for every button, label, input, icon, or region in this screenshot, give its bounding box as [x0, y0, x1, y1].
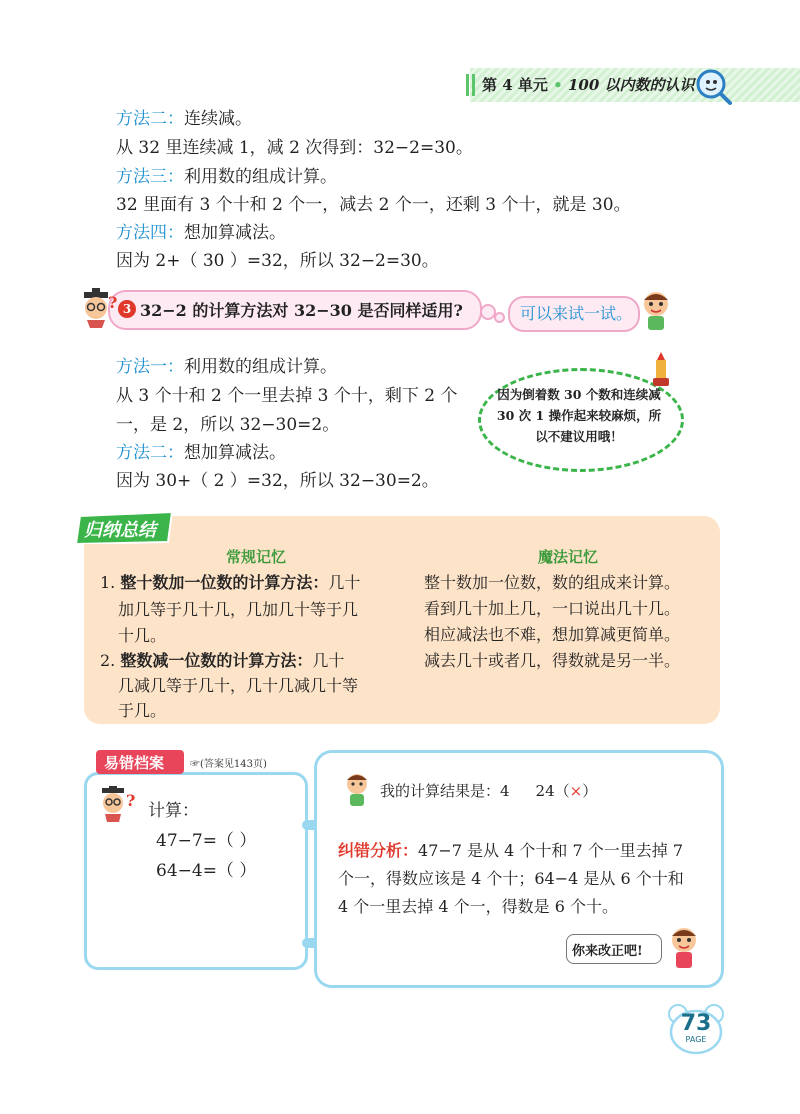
summary-item-1-line-3: 十几。	[118, 626, 167, 645]
rhyme-line: 减去几十或者几，得数就是另一半。	[424, 651, 681, 670]
rhyme-line: 整十数加一位数，数的组成来计算。	[424, 573, 681, 592]
summary-tag: 归纳总结	[84, 520, 156, 541]
regular-memory-title: 常规记忆	[226, 548, 287, 566]
svg-text:?: ?	[126, 791, 136, 810]
header-stripe	[466, 74, 469, 96]
boy-icon	[340, 770, 374, 808]
svg-text:?: ?	[108, 293, 118, 312]
question-text: 32−2 的计算方法对 32−30 是否同样适用?	[140, 301, 463, 320]
magic-memory-title: 魔法记忆	[538, 548, 599, 566]
boy-icon	[636, 288, 676, 332]
wrong-mark: ×	[569, 782, 583, 800]
page-number: 73	[680, 1011, 712, 1036]
method-4-detail: 因为 2+（ 30 ）=32，所以 32−2=30。	[116, 251, 439, 271]
analysis-line-3: 4 个一里去掉 4 个一，得数是 6 个十。	[338, 897, 618, 916]
boy-icon	[664, 924, 704, 970]
method-3-heading: 方法三：利用数的组成计算。	[116, 167, 337, 187]
problem-1: 47−7=（ ）	[156, 831, 257, 851]
method-2-detail: 从 32 里连续减 1，减 2 次得到：32−2=30。	[116, 138, 473, 158]
summary-item-2-line-3: 于几。	[118, 701, 167, 720]
method-2-heading: 方法二：连续减。	[116, 109, 252, 129]
summary-item-2-line-2: 几减几等于几十，几十几减几十等	[118, 676, 359, 695]
method-4-heading: 方法四：想加算减法。	[116, 223, 286, 243]
thought-dot	[494, 312, 505, 323]
reply-text: 可以来试一试。	[520, 304, 633, 323]
answer-reference: ☞(答案见143页)	[190, 759, 267, 770]
method-1-heading: 方法一：利用数的组成计算。	[116, 357, 337, 377]
pencil-icon	[650, 352, 672, 386]
note-text: 因为倒着数 30 个数和连续减 30 次 1 操作起来较麻烦，所以不建议用哦！	[496, 387, 662, 444]
method-1-line-1: 从 3 个十和 2 个一里去掉 3 个十，剩下 2 个	[116, 386, 458, 406]
summary-item-1-line-1: 1. 整十数加一位数的计算方法：几十	[100, 573, 361, 592]
method-2b-heading: 方法二：想加算减法。	[116, 443, 286, 463]
my-result: 我的计算结果是：4 24（×）	[380, 782, 598, 800]
fix-prompt: 你来改正吧!	[572, 944, 643, 959]
error-file-tag-text: 易错档案	[104, 754, 165, 772]
method-3-detail: 32 里面有 3 个十和 2 个一，减去 2 个一，还剩 3 个十，就是 30。	[116, 195, 631, 215]
rhyme-line: 相应减法也不难，想加算减更简单。	[424, 625, 681, 644]
question-number-badge: 3	[118, 300, 136, 318]
magnifier-icon	[693, 66, 733, 106]
header-title: 第 4 单元 • 100 以内数的认识	[482, 76, 695, 94]
method-2b-detail: 因为 30+（ 2 ）=32，所以 32−30=2。	[116, 471, 439, 491]
analysis-line-2: 个一，得数应该是 4 个十；64−4 是从 6 个十和	[338, 869, 684, 888]
professor-icon	[78, 288, 118, 328]
header-stripe	[472, 74, 475, 96]
problem-2: 64−4=（ ）	[156, 861, 257, 881]
analysis-line-1: 纠错分析：47−7 是从 4 个十和 7 个一里去掉 7	[338, 841, 684, 860]
page-word: PAGE	[685, 1035, 707, 1044]
method-1-line-2: 一，是 2，所以 32−30=2。	[116, 415, 340, 435]
calc-label: 计算：	[148, 801, 199, 821]
summary-item-1-line-2: 加几等于几十几，几加几十等于几	[118, 600, 359, 619]
summary-item-2-line-1: 2. 整数减一位数的计算方法：几十	[100, 651, 345, 670]
professor-icon	[98, 786, 138, 822]
rhyme-line: 看到几十加上几，一口说出几十几。	[424, 599, 681, 618]
